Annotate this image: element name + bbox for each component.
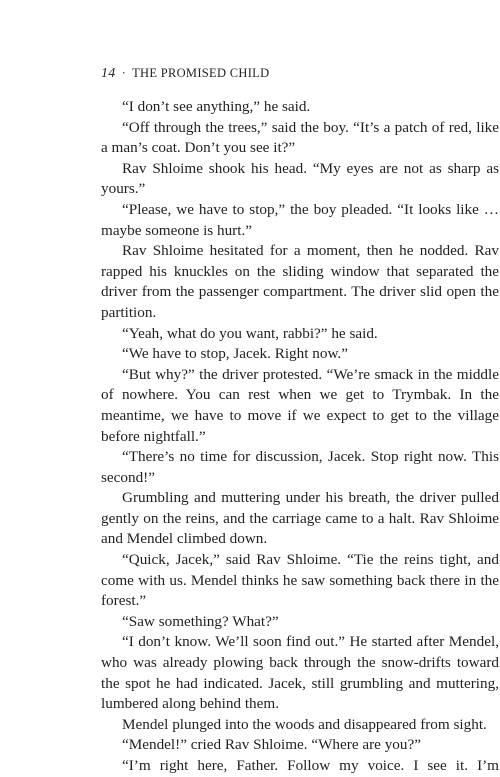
book-title: THE PROMISED CHILD [132,66,270,80]
paragraph-11: “Quick, Jacek,” said Rav Shloime. “Tie the reins tight, and come with us. Mendel thinks he saw something back there in the forest.” [101,551,499,610]
paragraph-3: Rav Shloime shook his head. “My eyes are not as sharp as yours.” [101,159,499,198]
paragraph-2: “Off through the trees,” said the boy. “It’s a patch of red, like a man’s coat. Don’t you see it?” [101,118,499,157]
paragraph-13: “I don’t know. We’ll soon find out.” He started after Mendel, who was already plowing back through the snow-drifts toward the spot he had indicated. Jacek, still grumbling and muttering, lumbered along behind them. [101,633,499,713]
paragraph-15: “Mendel!” cried Rav Shloime. “Where are you?” [122,736,421,754]
body-text [101,97,499,777]
page-number: 14 [101,66,116,81]
paragraph-14: Mendel plunged into the woods and disappeared from sight. [122,715,487,733]
running-head-separator: · [121,66,127,80]
paragraph-6: “Yeah, what do you want, rabbi?” he said. [122,324,378,342]
paragraph-5: Rav Shloime hesitated for a moment, then he nodded. Rav rapped his knuckles on the sliding window that separated the driver from the passenger compartment. The driver slid open the partition. [101,242,499,321]
paragraph-7: “We have to stop, Jacek. Right now.” [122,345,348,363]
paragraph-8: “But why?” the driver protested. “We’re smack in the middle of nowhere. You can rest when we get to Trymbak. In the meantime, we have to move if we expect to get to the village before nightfall.” [101,365,499,445]
paragraph-16: “I’m right here, Father. Follow my voice. I see it. I’m [122,757,499,774]
running-head [101,66,269,82]
paragraph-9: “There’s no time for discussion, Jacek. Stop right now. This second!” [101,448,499,486]
paragraph-1: “I don’t see anything,” he said. [122,98,311,115]
paragraph-12: “Saw something? What?” [122,612,279,630]
paragraph-4: “Please, we have to stop,” the boy pleaded. “It looks like … maybe someone is hurt.” [101,200,499,239]
paragraph-10: Grumbling and muttering under his breath, the driver pulled gently on the reins, and the carriage came to a halt. Rav Shloime and Mendel climbed down. [101,489,499,548]
